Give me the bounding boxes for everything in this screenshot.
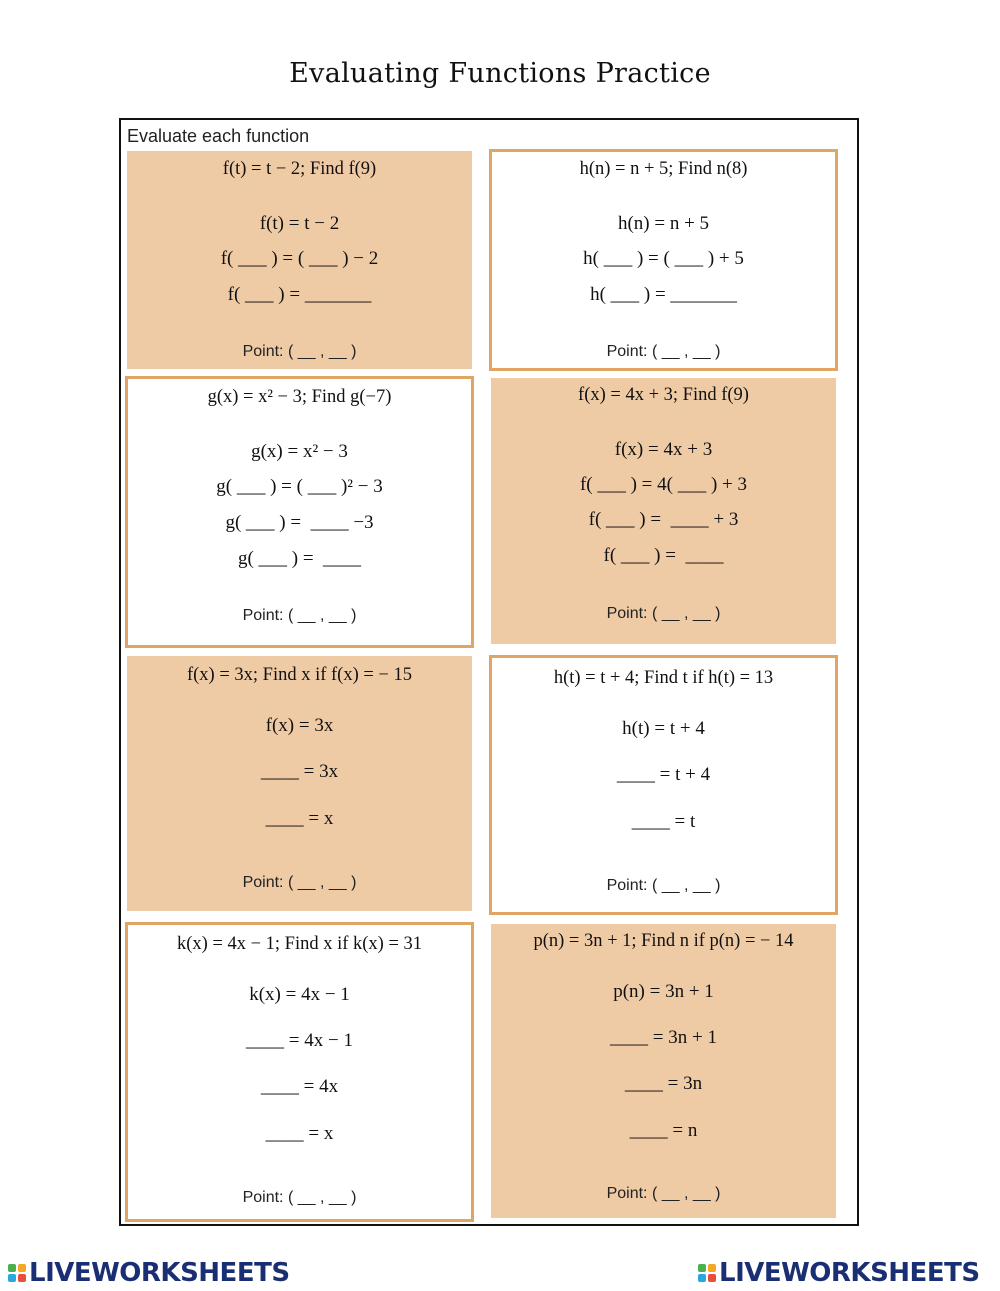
problem-card-2 (489, 149, 838, 371)
point-answer[interactable]: Point: ( __ , __ ) (606, 877, 721, 894)
work-line[interactable]: f( ___ ) = ____ (603, 545, 724, 566)
point-answer[interactable]: Point: ( __ , __ ) (242, 607, 357, 624)
work-line[interactable]: f( ___ ) = _______ (227, 284, 372, 305)
liveworksheets-logo-left[interactable] (8, 1258, 290, 1288)
problem-statement: h(t) = t + 4; Find t if h(t) = 13 (553, 668, 774, 688)
problem-card-6 (489, 655, 838, 915)
work-line: h(n) = n + 5 (617, 213, 710, 234)
point-answer[interactable]: Point: ( __ , __ ) (242, 874, 357, 891)
problem-statement: f(x) = 4x + 3; Find f(9) (578, 385, 749, 405)
work-line[interactable]: ____ = 4x − 1 (246, 1030, 353, 1051)
problem-statement: g(x) = x² − 3; Find g(−7) (207, 387, 392, 407)
work-line: f(x) = 3x (265, 715, 334, 736)
problem-card-8 (491, 924, 836, 1218)
work-line[interactable]: ____ = 3n + 1 (610, 1027, 717, 1048)
work-line[interactable]: h( ___ ) = ( ___ ) + 5 (583, 248, 744, 269)
point-answer[interactable]: Point: ( __ , __ ) (242, 343, 357, 360)
problem-statement: f(x) = 3x; Find x if f(x) = − 15 (186, 665, 412, 685)
logo-mark-icon (8, 1264, 26, 1282)
work-line[interactable]: ____ = x (265, 808, 334, 829)
liveworksheets-logo-right[interactable] (698, 1258, 980, 1288)
logo-text: LIVEWORKSHEETS (29, 1258, 290, 1288)
point-answer[interactable]: Point: ( __ , __ ) (242, 1189, 357, 1206)
point-answer[interactable]: Point: ( __ , __ ) (606, 343, 721, 360)
work-line[interactable]: ____ = 4x (260, 1076, 339, 1097)
work-line: f(t) = t − 2 (259, 213, 340, 234)
point-answer[interactable]: Point: ( __ , __ ) (606, 605, 721, 622)
logo-text: LIVEWORKSHEETS (719, 1258, 980, 1288)
work-line[interactable]: f( ___ ) = ____ + 3 (588, 509, 739, 530)
logo-mark-icon (698, 1264, 716, 1282)
point-answer[interactable]: Point: ( __ , __ ) (606, 1185, 721, 1202)
work-line: h(t) = t + 4 (622, 718, 705, 739)
work-line[interactable]: ____ = 3n (624, 1073, 703, 1094)
problem-statement: h(n) = n + 5; Find n(8) (579, 159, 748, 179)
work-line: f(x) = 4x + 3 (614, 439, 713, 460)
work-line[interactable]: ____ = x (265, 1123, 334, 1144)
problem-card-5 (127, 656, 472, 911)
problem-statement: f(t) = t − 2; Find f(9) (222, 159, 377, 179)
instructions: Evaluate each function (127, 126, 310, 146)
work-line[interactable]: ____ = t + 4 (616, 764, 711, 785)
work-line[interactable]: g( ___ ) = ____ (237, 548, 362, 569)
work-line[interactable]: f( ___ ) = ( ___ ) − 2 (220, 248, 379, 269)
work-line[interactable]: ____ = n (629, 1120, 698, 1141)
problem-card-7 (125, 922, 474, 1222)
work-line: k(x) = 4x − 1 (249, 984, 350, 1005)
work-line[interactable]: g( ___ ) = ( ___ )² − 3 (216, 476, 383, 497)
work-line[interactable]: ____ = t (631, 811, 696, 832)
problem-statement: k(x) = 4x − 1; Find x if k(x) = 31 (176, 934, 423, 954)
problem-statement: p(n) = 3n + 1; Find n if p(n) = − 14 (533, 931, 794, 951)
work-line: p(n) = 3n + 1 (613, 981, 714, 1002)
work-line: g(x) = x² − 3 (251, 441, 348, 462)
work-line[interactable]: g( ___ ) = ____ −3 (225, 512, 374, 533)
problem-card-1 (127, 151, 472, 369)
work-line[interactable]: ____ = 3x (260, 761, 339, 782)
work-line[interactable]: f( ___ ) = 4( ___ ) + 3 (579, 474, 748, 495)
problem-card-3 (125, 376, 474, 648)
page-title: Evaluating Functions Practice (289, 58, 711, 89)
problem-card-4 (491, 378, 836, 644)
work-line[interactable]: h( ___ ) = _______ (590, 284, 737, 305)
